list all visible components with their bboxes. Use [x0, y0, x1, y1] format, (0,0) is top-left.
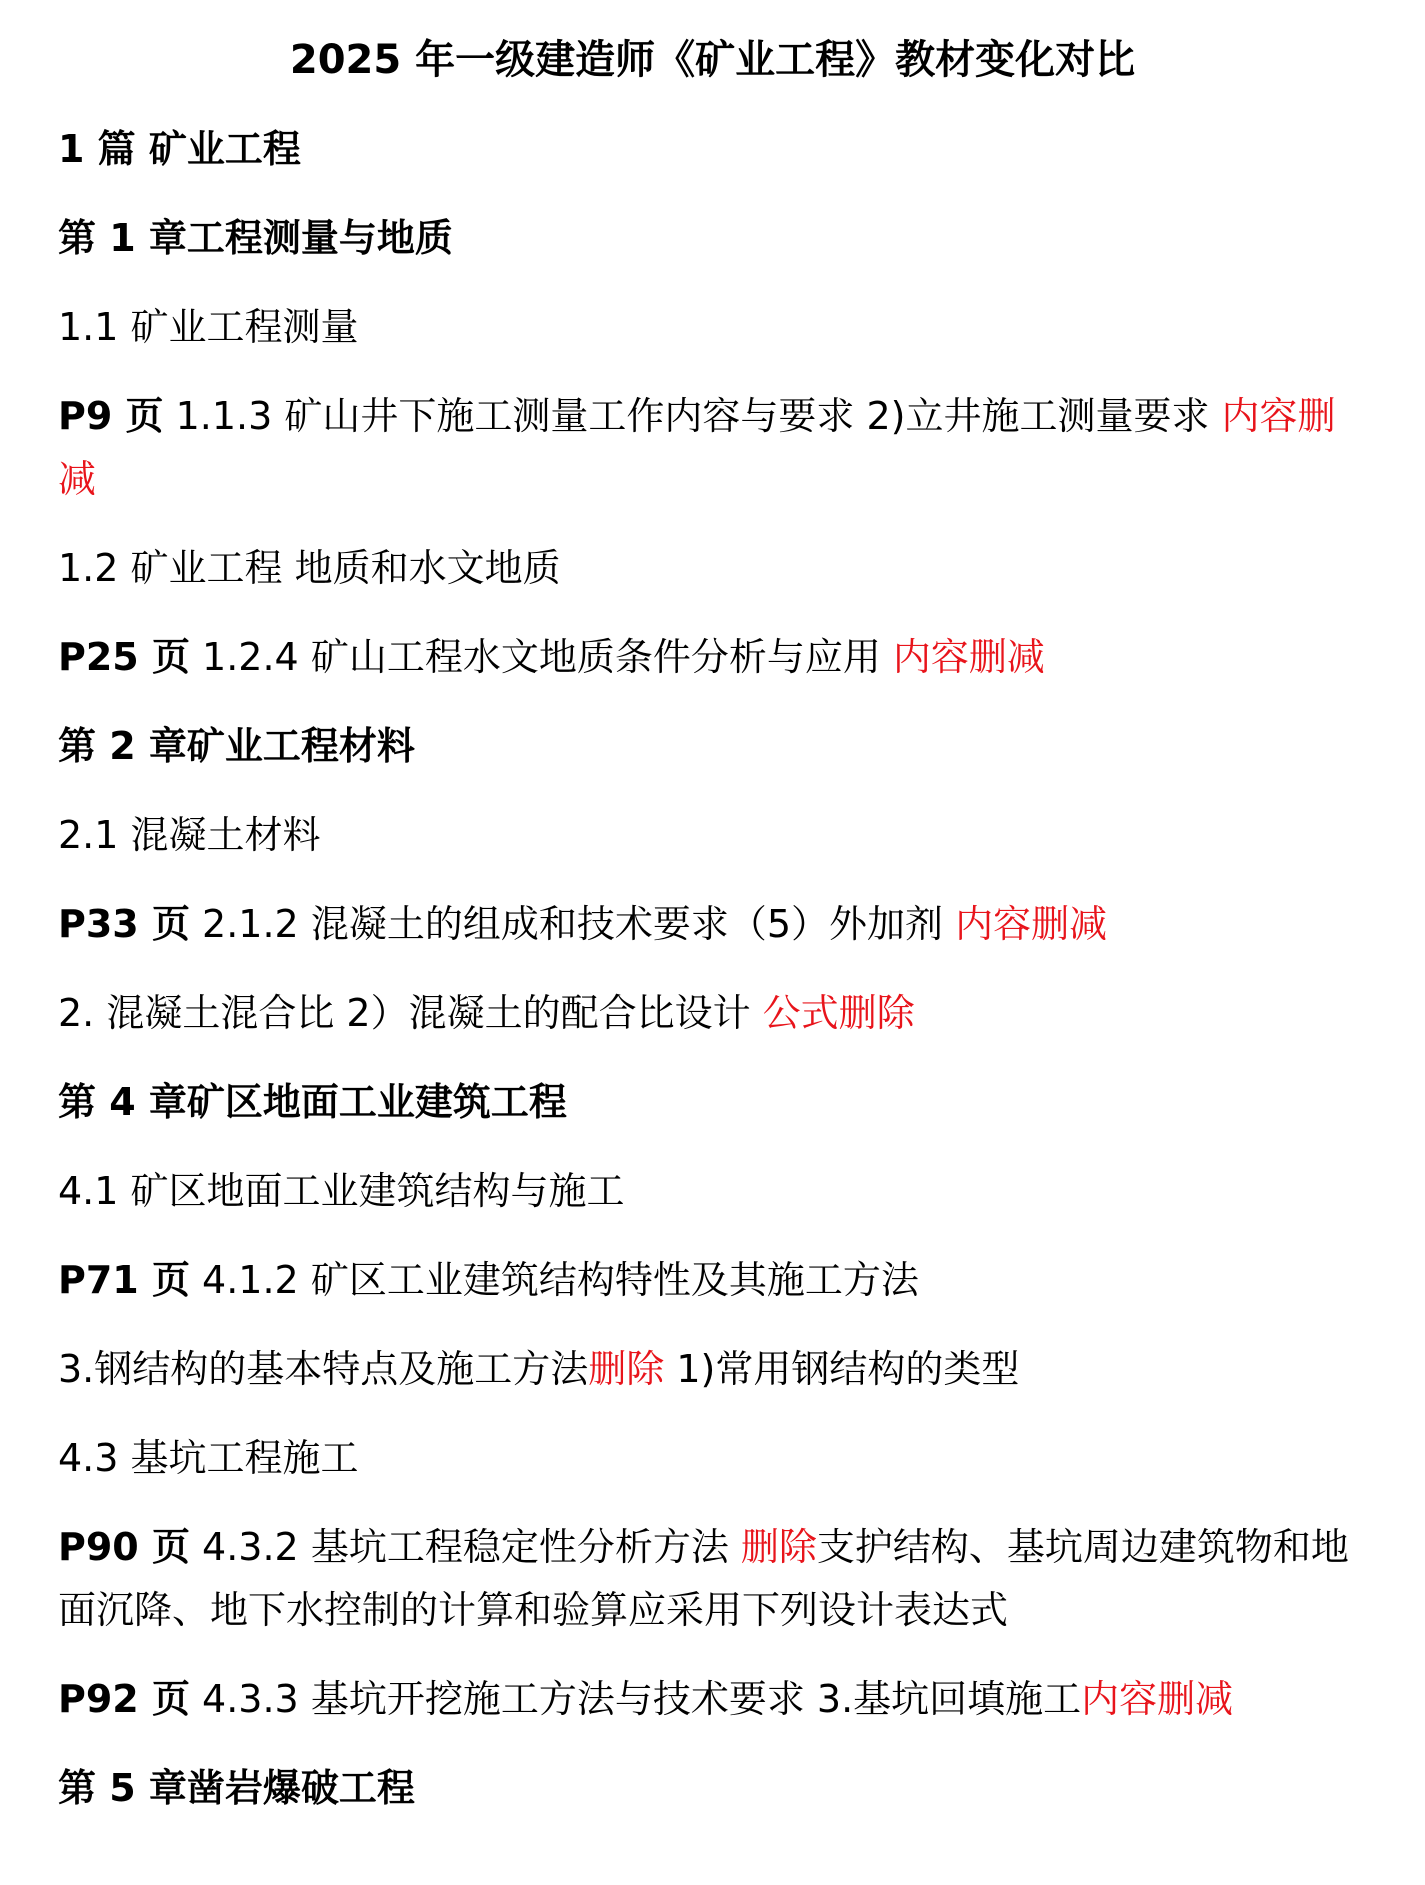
change-note: 删除: [588, 1347, 665, 1391]
chapter-heading-1: [58, 207, 1367, 270]
entry-line-p33: [58, 893, 1367, 956]
entry-line-p90: [58, 1516, 1367, 1642]
section-text: 1.2 矿业工程 地质和水文地质: [58, 546, 561, 590]
page-reference: P25 页: [58, 635, 190, 679]
section-text: 1.1 矿业工程测量: [58, 305, 359, 349]
entry-line-p71: [58, 1249, 1367, 1312]
entry-after-text: 支护结构、基坑周边建筑物和地面沉降、地下水控制的计算和验算应采用下列设计表达式: [58, 1525, 1349, 1632]
change-note: 内容删减: [955, 902, 1108, 946]
page-reference: P71 页: [58, 1258, 190, 1302]
page-reference: P92 页: [58, 1677, 190, 1721]
entry-after-text: 1)常用钢结构的类型: [664, 1347, 1020, 1391]
section-line-4-1: [58, 1160, 1367, 1223]
entry-text: 3.钢结构的基本特点及施工方法: [58, 1347, 589, 1391]
change-note: 删除: [740, 1525, 817, 1569]
entry-text: 2. 混凝土混合比 2）混凝土的配合比设计: [58, 991, 763, 1035]
page-reference: P9 页: [58, 394, 164, 438]
chapter-heading-text: 第 1 章工程测量与地质: [58, 216, 453, 260]
page-reference: P90 页: [58, 1525, 190, 1569]
chapter-heading-text: 第 4 章矿区地面工业建筑工程: [58, 1080, 567, 1124]
entry-text: 1.2.4 矿山工程水文地质条件分析与应用: [189, 635, 893, 679]
change-note: 公式删除: [762, 991, 915, 1035]
part-heading: [58, 118, 1367, 181]
page-reference: P33 页: [58, 902, 190, 946]
entry-line-p9: [58, 385, 1367, 511]
entry-line-mix-ratio: [58, 982, 1367, 1045]
section-text: 4.3 基坑工程施工: [58, 1436, 359, 1480]
entry-line-p25: [58, 626, 1367, 689]
chapter-heading-5: [58, 1757, 1367, 1820]
section-text: 2.1 混凝土材料: [58, 813, 321, 857]
entry-text: 1.1.3 矿山井下施工测量工作内容与要求 2)立井施工测量要求: [163, 394, 1222, 438]
chapter-heading-2: [58, 715, 1367, 778]
entry-text: 4.3.2 基坑工程稳定性分析方法: [189, 1525, 741, 1569]
section-line-1-2: [58, 537, 1367, 600]
section-text: 4.1 矿区地面工业建筑结构与施工: [58, 1169, 625, 1213]
entry-text: 4.1.2 矿区工业建筑结构特性及其施工方法: [189, 1258, 919, 1302]
entry-line-p92: [58, 1668, 1367, 1731]
chapter-heading-4: [58, 1071, 1367, 1134]
chapter-heading-text: 第 5 章凿岩爆破工程: [58, 1766, 415, 1810]
change-note: 内容删减: [1081, 1677, 1234, 1721]
change-note: 内容删减: [892, 635, 1045, 679]
section-line-2-1: [58, 804, 1367, 867]
change-note: 内容删减: [58, 394, 1336, 501]
entry-line-steel-structure: [58, 1338, 1367, 1401]
entry-text: 4.3.3 基坑开挖施工方法与技术要求 3.基坑回填施工: [189, 1677, 1082, 1721]
section-line-4-3: [58, 1427, 1367, 1490]
part-heading-text: 1 篇 矿业工程: [58, 127, 301, 171]
entry-text: 2.1.2 混凝土的组成和技术要求（5）外加剂: [189, 902, 956, 946]
section-line-1-1: [58, 296, 1367, 359]
document-title: 2025 年一级建造师《矿业工程》教材变化对比: [289, 37, 1136, 83]
chapter-heading-text: 第 2 章矿业工程材料: [58, 724, 415, 768]
